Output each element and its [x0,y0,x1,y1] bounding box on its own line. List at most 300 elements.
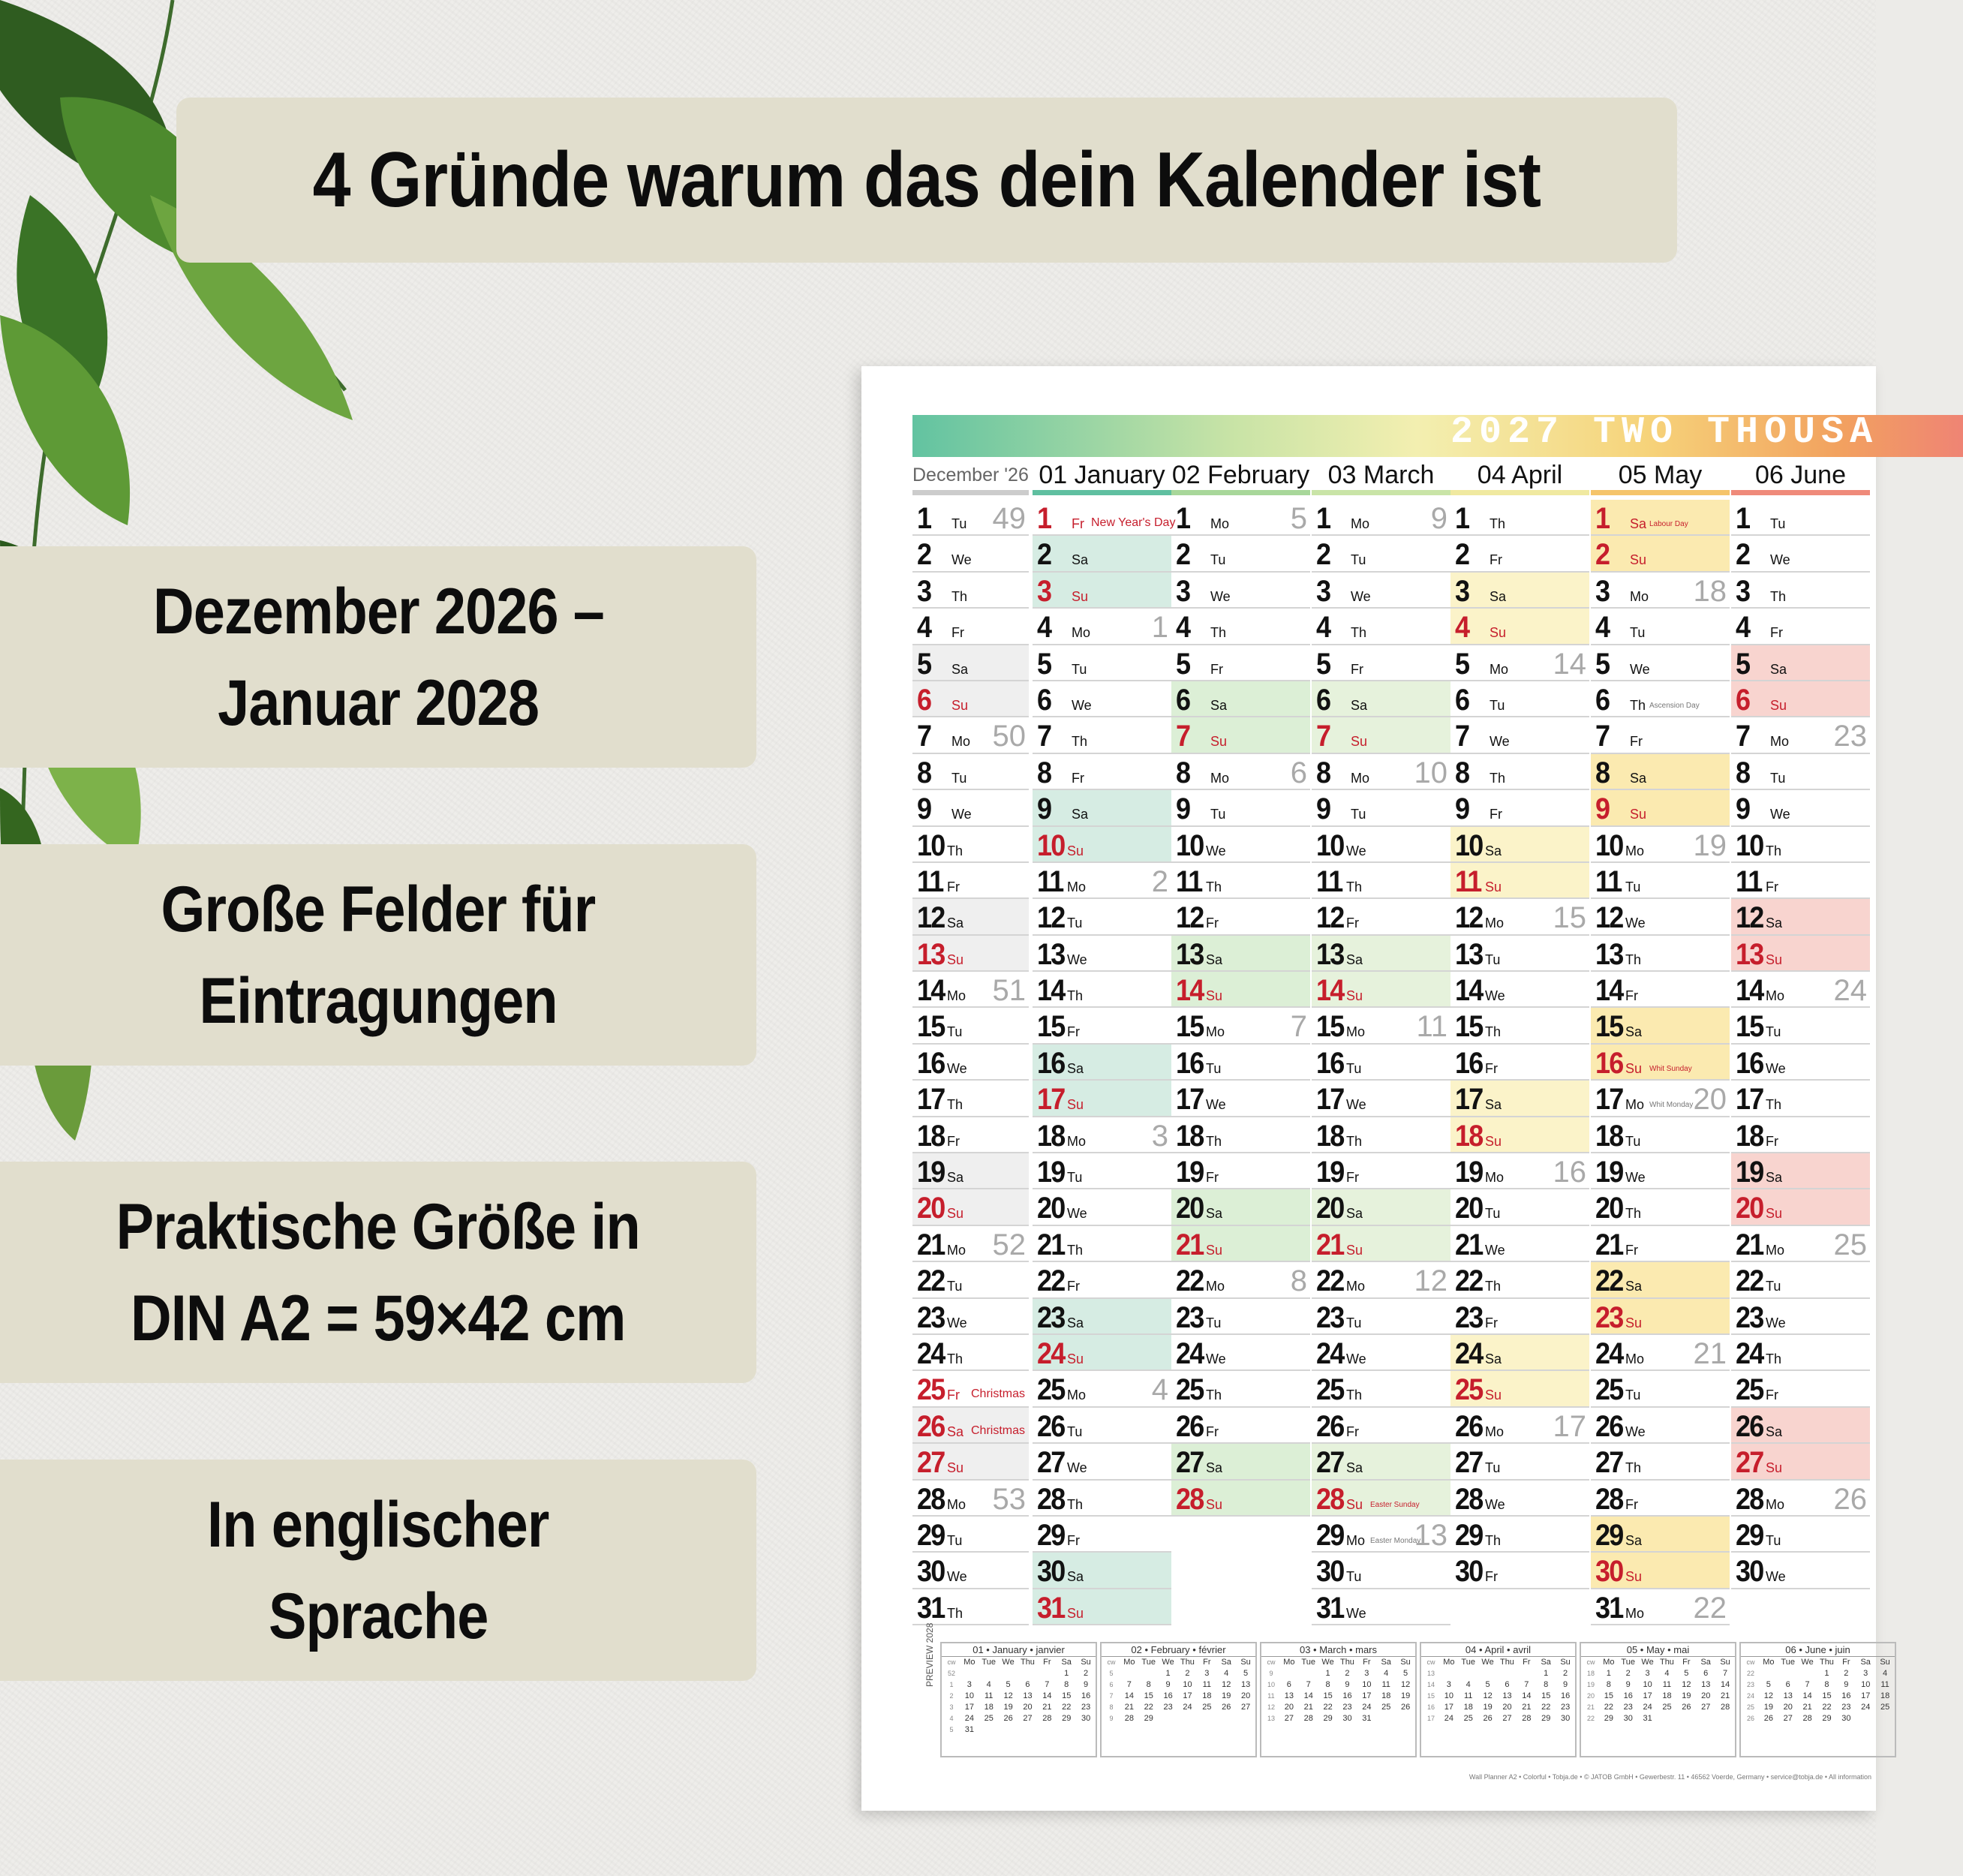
day-cell[interactable] [1450,1553,1589,1589]
day-cell[interactable] [1591,1589,1730,1625]
day-cell[interactable] [1171,1444,1310,1480]
day-cell[interactable] [1450,1081,1589,1117]
day-cell[interactable] [912,1045,1029,1081]
day-cell[interactable] [1731,1517,1870,1553]
day-cell[interactable] [912,1553,1029,1589]
day-cell[interactable] [1731,645,1870,681]
month-column-mar [1312,460,1450,1625]
day-cell[interactable] [1591,1189,1730,1225]
day-cell[interactable] [1731,1335,1870,1371]
calendar-week-number: 17 [1553,1409,1586,1443]
day-cell[interactable] [1731,609,1870,645]
day-cell[interactable] [1171,1045,1310,1081]
day-cell[interactable] [1171,827,1310,863]
weekday-label: Tu [1625,1387,1641,1403]
day-cell[interactable] [1591,1299,1730,1335]
day-cell[interactable] [1312,827,1450,863]
day-cell[interactable] [1033,1335,1171,1371]
day-cell[interactable] [1731,863,1870,899]
day-cell[interactable] [1312,645,1450,681]
day-cell[interactable] [1033,717,1171,753]
mini-day-cell: 4 [986,1680,991,1689]
mini-day-cell [1715,1713,1735,1724]
day-cell[interactable] [1731,899,1870,935]
holiday-label: Easter Sunday [1370,1500,1420,1509]
mini-day-cell: 5 [1766,1680,1771,1689]
mini-header-cell: Fr [1363,1658,1371,1667]
calendar-week-number: 21 [1693,1336,1727,1370]
weekday-label: We [1770,807,1790,822]
weekday-label: Th [1346,1387,1363,1403]
mini-day-cell: 25 [1746,1703,1754,1711]
day-number: 20 [1176,1192,1204,1225]
day-cell[interactable] [1450,1262,1589,1298]
day-cell[interactable] [1591,1517,1730,1553]
day-number: 25 [1037,1373,1065,1407]
day-cell[interactable] [1033,1081,1171,1117]
day-cell[interactable] [1450,827,1589,863]
day-cell[interactable] [1591,500,1730,536]
weekday-label: Sa [1766,1424,1783,1439]
day-cell[interactable] [1731,1008,1870,1044]
day-cell[interactable] [1171,863,1310,899]
day-cell[interactable] [1731,1444,1870,1480]
day-cell[interactable] [1033,1553,1171,1589]
weekday-label: Su [947,1206,964,1222]
mini-day-cell: 29 [1323,1714,1333,1723]
day-cell[interactable] [912,1589,1029,1625]
mini-day-cell: 2 [1563,1669,1568,1678]
day-cell[interactable] [1450,1444,1589,1480]
weekday-label: Tu [1490,697,1505,713]
day-cell[interactable] [1591,536,1730,572]
weekday-label: Mo [1766,1496,1785,1512]
day-cell[interactable] [1591,754,1730,790]
mini-day-cell: 26 [1763,1714,1773,1723]
day-cell[interactable] [1033,1226,1171,1262]
day-cell[interactable] [1171,573,1310,609]
day-cell[interactable] [912,536,1029,572]
day-cell[interactable] [1731,972,1870,1008]
mini-day-cell: 24 [1183,1703,1192,1712]
day-cell[interactable] [1033,1371,1171,1407]
day-cell[interactable] [1312,972,1450,1008]
day-cell[interactable] [1312,1481,1450,1517]
weekday-label: Th [1485,1024,1502,1040]
day-number: 28 [1455,1482,1483,1516]
day-cell[interactable] [1591,1045,1730,1081]
mini-day-cell: 21 [1802,1703,1812,1712]
day-number: 7 [1595,720,1610,753]
mini-day-cell [1696,1713,1715,1724]
day-cell[interactable] [1171,1408,1310,1444]
day-number: 19 [1037,1156,1065,1189]
day-cell[interactable] [912,1226,1029,1262]
day-cell[interactable] [912,1444,1029,1480]
day-cell[interactable] [1033,609,1171,645]
day-cell[interactable] [1312,1081,1450,1117]
day-cell[interactable] [1450,899,1589,935]
day-cell[interactable] [1171,899,1310,935]
day-cell[interactable] [1450,863,1589,899]
mini-day-cell [960,1668,979,1679]
mini-day-cell: 30 [1623,1714,1633,1723]
day-cell[interactable] [1731,1153,1870,1189]
day-cell[interactable] [1033,754,1171,790]
day-cell[interactable] [1591,1117,1730,1153]
weekday-label: We [1625,1424,1646,1439]
day-cell[interactable] [1450,717,1589,753]
day-cell[interactable] [912,899,1029,935]
day-cell[interactable] [1450,1045,1589,1081]
day-cell[interactable] [1731,536,1870,572]
day-cell[interactable] [1591,936,1730,972]
day-cell[interactable] [1033,936,1171,972]
day-cell[interactable] [1450,790,1589,826]
day-cell[interactable] [1033,1408,1171,1444]
day-cell[interactable] [1171,500,1310,536]
day-cell[interactable] [1591,1481,1730,1517]
weekday-label: Sa [1072,807,1089,822]
day-cell[interactable] [1312,1444,1450,1480]
mini-week-row [1741,1702,1895,1713]
day-cell[interactable] [1731,1408,1870,1444]
day-cell[interactable] [1591,972,1730,1008]
day-number: 26 [917,1409,945,1443]
day-number: 2 [1595,538,1610,572]
day-cell[interactable] [1450,1481,1589,1517]
day-number: 3 [1176,574,1190,608]
mini-day-cell [1498,1668,1517,1679]
day-cell[interactable] [1731,1481,1870,1517]
day-cell[interactable] [1171,1262,1310,1298]
day-cell[interactable] [1033,1517,1171,1553]
day-cell[interactable] [912,1189,1029,1225]
day-cell[interactable] [912,1008,1029,1044]
weekday-label: Th [947,1097,963,1113]
weekday-label: Tu [1766,1532,1781,1548]
day-cell[interactable] [1171,1153,1310,1189]
mini-day-cell: 18 [984,1703,994,1712]
day-cell[interactable] [1450,1008,1589,1044]
day-cell[interactable] [1591,1081,1730,1117]
day-cell[interactable] [1033,1299,1171,1335]
day-cell[interactable] [912,754,1029,790]
weekday-label: We [1485,1496,1505,1512]
mini-day-cell: 22 [1062,1703,1072,1712]
day-number: 17 [1736,1083,1763,1117]
day-cell[interactable] [1731,573,1870,609]
day-cell[interactable] [1033,1589,1171,1625]
mini-header-cell: Su [1560,1658,1571,1667]
day-cell[interactable] [1591,899,1730,935]
day-cell[interactable] [1171,645,1310,681]
day-cell[interactable] [1312,863,1450,899]
day-number: 13 [1455,937,1483,971]
day-cell[interactable] [1591,1226,1730,1262]
day-cell[interactable] [1450,1189,1589,1225]
day-cell[interactable] [1171,1299,1310,1335]
day-cell[interactable] [1312,1008,1450,1044]
mini-day-cell: 6 [1286,1680,1291,1689]
day-cell[interactable] [1450,500,1589,536]
mini-day-cell: 25 [1880,1703,1890,1712]
day-cell[interactable] [1171,1081,1310,1117]
day-cell[interactable] [912,573,1029,609]
day-cell[interactable] [1591,790,1730,826]
day-cell[interactable] [1171,1481,1310,1517]
day-number: 14 [1455,974,1483,1008]
day-cell[interactable] [1312,936,1450,972]
day-cell[interactable] [1171,1117,1310,1153]
day-cell[interactable] [912,1408,1029,1444]
month-color-bar [1033,490,1171,495]
day-cell[interactable] [1033,1008,1171,1044]
day-cell[interactable] [1591,1153,1730,1189]
day-cell[interactable] [1450,573,1589,609]
weekday-label: Su [1067,1351,1084,1366]
day-cell[interactable] [1312,754,1450,790]
day-cell[interactable] [1033,1153,1171,1189]
day-cell[interactable] [1033,827,1171,863]
mini-day-cell: 16 [1426,1703,1435,1711]
day-number: 10 [1736,828,1763,862]
day-cell[interactable] [1731,717,1870,753]
day-cell[interactable] [1450,1408,1589,1444]
day-cell[interactable] [1171,717,1310,753]
day-cell[interactable] [1731,1045,1870,1081]
day-cell[interactable] [1450,609,1589,645]
day-cell[interactable] [1450,1517,1589,1553]
day-cell[interactable] [1591,609,1730,645]
day-cell[interactable] [1731,1226,1870,1262]
day-cell[interactable] [912,1371,1029,1407]
weekday-label: We [1206,843,1226,858]
day-cell[interactable] [1450,754,1589,790]
weekday-label: We [1625,1170,1646,1186]
day-cell[interactable] [1312,1517,1450,1553]
day-cell[interactable] [1591,1553,1730,1589]
day-cell[interactable] [1591,863,1730,899]
day-cell[interactable] [1450,645,1589,681]
day-cell[interactable] [1450,1299,1589,1335]
day-cell[interactable] [912,1153,1029,1189]
day-cell[interactable] [1033,899,1171,935]
day-cell[interactable] [1731,1081,1870,1117]
day-cell[interactable] [1312,1589,1450,1625]
day-cell[interactable] [1731,681,1870,717]
day-cell[interactable] [1450,1117,1589,1153]
mini-day-cell: 11 [1463,1691,1473,1700]
day-cell[interactable] [1171,790,1310,826]
day-cell[interactable] [1312,1408,1450,1444]
feature-date-range [0,546,756,768]
day-cell[interactable] [912,1481,1029,1517]
mini-day-cell [1159,1713,1178,1724]
day-cell[interactable] [1731,1553,1870,1589]
day-cell[interactable] [1591,1262,1730,1298]
day-cell[interactable] [912,1335,1029,1371]
month-title: 03 March [1327,461,1435,489]
day-cell[interactable] [1312,500,1450,536]
day-cell[interactable] [1171,754,1310,790]
weekday-label: Sa [1625,1279,1643,1294]
day-cell[interactable] [1731,1299,1870,1335]
day-cell[interactable] [1731,827,1870,863]
day-cell[interactable] [1731,754,1870,790]
day-cell[interactable] [1033,790,1171,826]
month-column-may [1591,460,1730,1625]
day-number: 17 [1455,1083,1483,1117]
day-cell[interactable] [1450,1335,1589,1371]
day-number: 27 [1037,1446,1065,1480]
day-cell[interactable] [912,936,1029,972]
mini-day-cell: 1 [1165,1669,1171,1678]
day-cell[interactable] [1312,1045,1450,1081]
day-cell[interactable] [1033,681,1171,717]
day-cell[interactable] [1171,1226,1310,1262]
day-cell[interactable] [1450,1153,1589,1189]
day-cell[interactable] [1033,573,1171,609]
weekday-label: Sa [1770,661,1787,677]
day-cell[interactable] [1312,1299,1450,1335]
day-cell[interactable] [1731,1262,1870,1298]
day-cell[interactable] [1312,536,1450,572]
day-cell[interactable] [1450,536,1589,572]
day-cell[interactable] [1591,1444,1730,1480]
day-cell[interactable] [912,1517,1029,1553]
day-cell[interactable] [1171,972,1310,1008]
day-cell[interactable] [912,500,1029,536]
day-cell[interactable] [912,717,1029,753]
day-cell[interactable] [1591,1335,1730,1371]
day-cell[interactable] [1171,609,1310,645]
day-cell[interactable] [912,1262,1029,1298]
day-cell[interactable] [912,827,1029,863]
day-cell[interactable] [912,863,1029,899]
day-cell[interactable] [1033,500,1176,536]
day-cell[interactable] [1033,1444,1171,1480]
day-cell[interactable] [1312,1117,1450,1153]
day-cell[interactable] [912,972,1029,1008]
day-cell[interactable] [1591,1408,1730,1444]
day-cell[interactable] [1450,972,1589,1008]
day-cell[interactable] [912,1081,1029,1117]
mini-day-cell: 11 [1202,1680,1212,1689]
day-number: 30 [917,1555,945,1589]
day-cell[interactable] [1312,1553,1450,1589]
day-cell[interactable] [1312,899,1450,935]
day-cell[interactable] [1731,936,1870,972]
holiday-label: Christmas [971,1387,1026,1401]
calendar-week-number: 10 [1414,756,1447,789]
mini-day-cell: 15 [1426,1692,1435,1700]
day-cell[interactable] [1033,645,1171,681]
day-cell[interactable] [1312,609,1450,645]
day-cell[interactable] [1731,1117,1870,1153]
day-cell[interactable] [1171,1371,1310,1407]
feature-large-fields [0,844,756,1066]
day-cell[interactable] [1731,790,1870,826]
day-cell[interactable] [1312,573,1450,609]
day-cell[interactable] [1033,1117,1171,1153]
weekday-label: Fr [1485,1569,1498,1585]
day-cell[interactable] [1312,1153,1450,1189]
mini-day-cell: 26 [1003,1714,1013,1723]
day-cell[interactable] [1033,1045,1171,1081]
day-cell[interactable] [1312,1226,1450,1262]
mini-day-cell: 24 [1444,1714,1453,1723]
mini-day-cell: 4 [1384,1669,1389,1678]
mini-header-row [1421,1657,1575,1668]
day-cell[interactable] [1033,536,1171,572]
weekday-label: Sa [947,915,964,931]
mini-day-cell: 31 [1643,1714,1652,1723]
day-cell[interactable] [1591,827,1730,863]
day-cell[interactable] [1450,681,1589,717]
day-number: 9 [1037,792,1051,826]
day-cell[interactable] [1171,1189,1310,1225]
day-cell[interactable] [1171,1008,1310,1044]
weekday-label: Mo [1206,1024,1225,1040]
mini-day-cell: 18 [1463,1703,1473,1712]
day-cell[interactable] [1591,681,1730,717]
day-cell[interactable] [1591,717,1730,753]
day-cell[interactable] [1591,1371,1730,1407]
day-cell[interactable] [1312,681,1450,717]
day-cell[interactable] [1033,1262,1171,1298]
day-cell[interactable] [1591,645,1730,681]
day-cell[interactable] [912,1117,1029,1153]
day-cell[interactable] [912,790,1029,826]
day-cell[interactable] [1450,1371,1589,1407]
day-cell[interactable] [1033,863,1171,899]
day-cell[interactable] [1033,972,1171,1008]
day-cell[interactable] [1731,1371,1870,1407]
day-cell[interactable] [1033,1189,1171,1225]
day-cell[interactable] [1171,536,1310,572]
day-number: 21 [1316,1228,1344,1261]
day-cell[interactable] [1312,1371,1450,1407]
day-cell[interactable] [1312,1189,1450,1225]
day-number: 25 [1595,1373,1623,1407]
day-cell[interactable] [912,1299,1029,1335]
day-cell[interactable] [1171,681,1310,717]
day-cell[interactable] [1731,500,1870,536]
day-number: 5 [1316,647,1330,681]
day-cell[interactable] [1450,936,1589,972]
day-cell[interactable] [1171,936,1310,972]
weekday-label: Sa [1346,1460,1363,1476]
day-cell[interactable] [1731,1189,1870,1225]
day-cell[interactable] [912,609,1029,645]
day-cell[interactable] [1033,1481,1171,1517]
weekday-label: Sa [1206,952,1223,967]
day-cell[interactable] [1312,1262,1450,1298]
day-cell[interactable] [1591,1008,1730,1044]
mini-header-cell: Mo [1123,1658,1135,1667]
day-cell[interactable] [1312,790,1450,826]
day-cell[interactable] [912,645,1029,681]
weekday-label: Mo [1351,516,1370,531]
day-cell[interactable] [1312,717,1450,753]
day-number: 7 [1736,720,1750,753]
day-cell[interactable] [1171,1335,1310,1371]
day-cell[interactable] [1591,573,1730,609]
day-cell[interactable] [1450,1226,1589,1262]
day-cell[interactable] [912,681,1029,717]
day-cell[interactable] [1312,1335,1450,1371]
